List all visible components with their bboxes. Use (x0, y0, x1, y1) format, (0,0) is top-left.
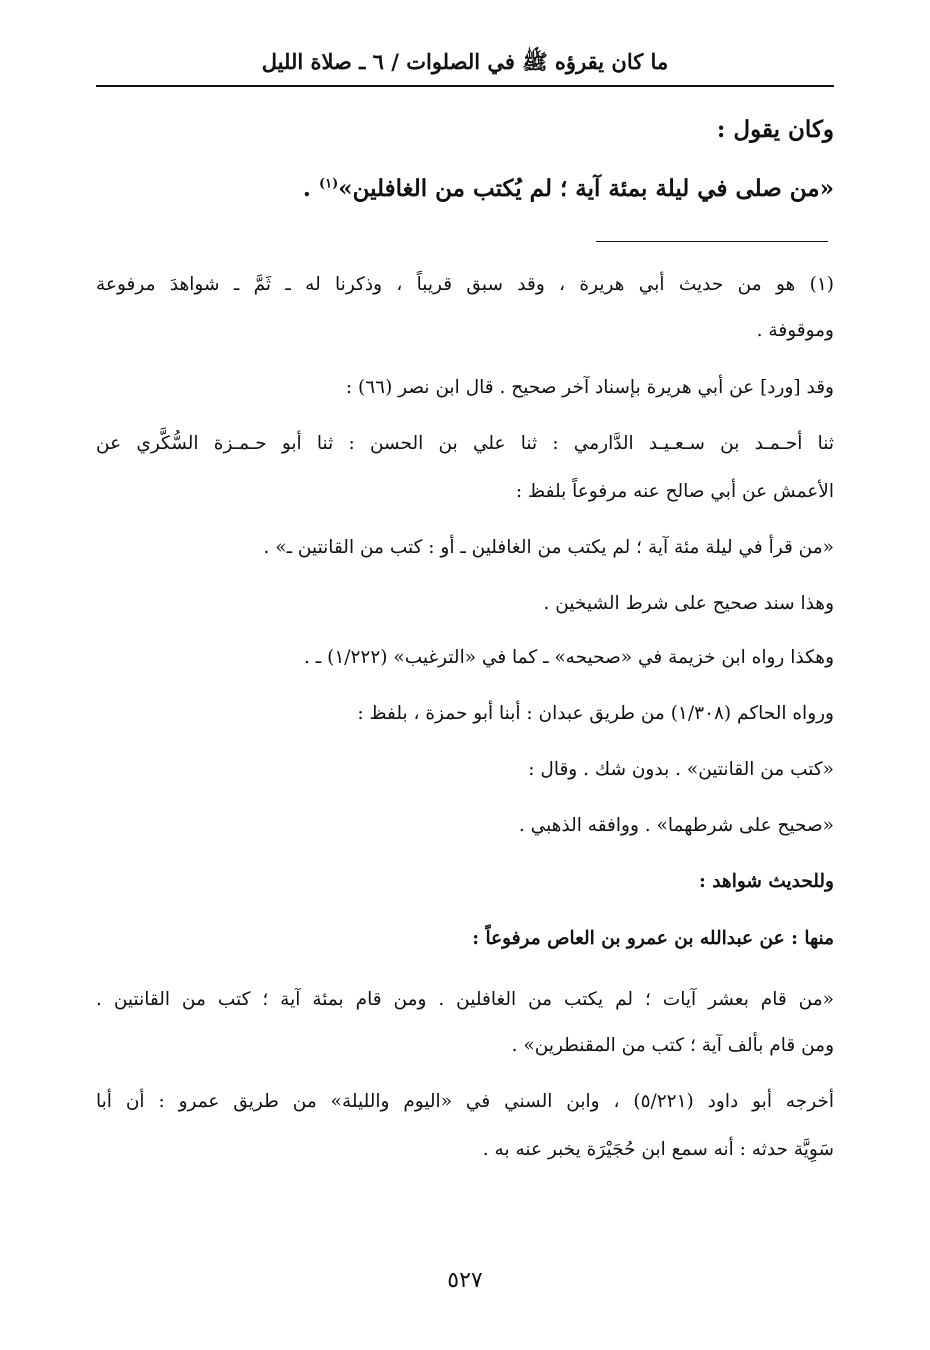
footnote-separator (596, 241, 828, 242)
footnote-p3-line1: ثنا أحـمـد بن سـعـيـد الدَّارمي : ثنا علي بن الحسن : ثنا أبو حـمـزة السُّكَّري عن (96, 433, 834, 454)
page-number: ٥٢٧ (447, 1268, 483, 1293)
footnote-reference: (١) (318, 176, 339, 192)
footnote-p4: «من قرأ في ليلة مئة آية ؛ لم يكتب من الغافلين ـ أو : كتب من القانتين ـ» . (263, 537, 834, 558)
running-header: ما كان يقرؤه ﷺ في الصلوات / ٦ ـ صلاة الليل (261, 49, 669, 74)
footnote-p12-line1: «من قام بعشر آيات ؛ لم يكتب من الغافلين . ومن قام بمئة آية ؛ كتب من القانتين . (96, 989, 834, 1010)
footnote-p3-line2: الأعمش عن أبي صالح عنه مرفوعاً بلفظ : (515, 481, 834, 502)
footnote-p5: وهذا سند صحيح على شرط الشيخين . (543, 593, 834, 614)
main-line-2 (96, 166, 876, 212)
footnote-p1-line2: وموقوفة . (756, 320, 834, 341)
hadith-quote: «من صلى في ليلة بمئة آية ؛ لم يُكتب من الغافلين» (338, 175, 834, 202)
footnote-p13-line2: سَوِيَّة حدثه : أنه سمع ابن حُجَيْرَة يخبر عنه به . (482, 1139, 834, 1160)
footnote-p2: وقد [ورد] عن أبي هريرة بإسناد آخر صحيح . قال ابن نصر (٦٦) : (345, 377, 834, 398)
footnote-p9: «صحيح على شرطهما» . ووافقه الذهبي . (518, 815, 834, 836)
header-rule (96, 85, 834, 87)
footnote-p13-line1: أخرجه أبو داود (٥/٢٢١) ، وابن السني في «اليوم والليلة» من طريق عمرو : أن أبا (96, 1091, 834, 1112)
main-line-1: وكان يقول : (716, 116, 834, 143)
footnote-p10-heading: وللحديث شواهد : (698, 871, 834, 892)
footnote-p1-line1: (١) هو من حديث أبي هريرة ، وقد سبق قريباً ، وذكرنا له ـ ثَمَّ ـ شواهدَ مرفوعة (96, 274, 834, 295)
footnote-p6: وهكذا رواه ابن خزيمة في «صحيحه» ـ كما في «الترغيب» (١/٢٢٢) ـ . (304, 647, 834, 668)
footnote-p7: ورواه الحاكم (١/٣٠٨) من طريق عبدان : أبنا أبو حمزة ، بلفظ : (357, 703, 834, 724)
footnote-p12-line2: ومن قام بألف آية ؛ كتب من المقنطرين» . (511, 1035, 834, 1056)
footnote-p11: منها : عن عبدالله بن عمرو بن العاص مرفوعاً : (472, 928, 834, 949)
footnote-p8: «كتب من القانتين» . بدون شك . وقال : (528, 759, 834, 780)
main-line-2-end: . (302, 175, 319, 202)
